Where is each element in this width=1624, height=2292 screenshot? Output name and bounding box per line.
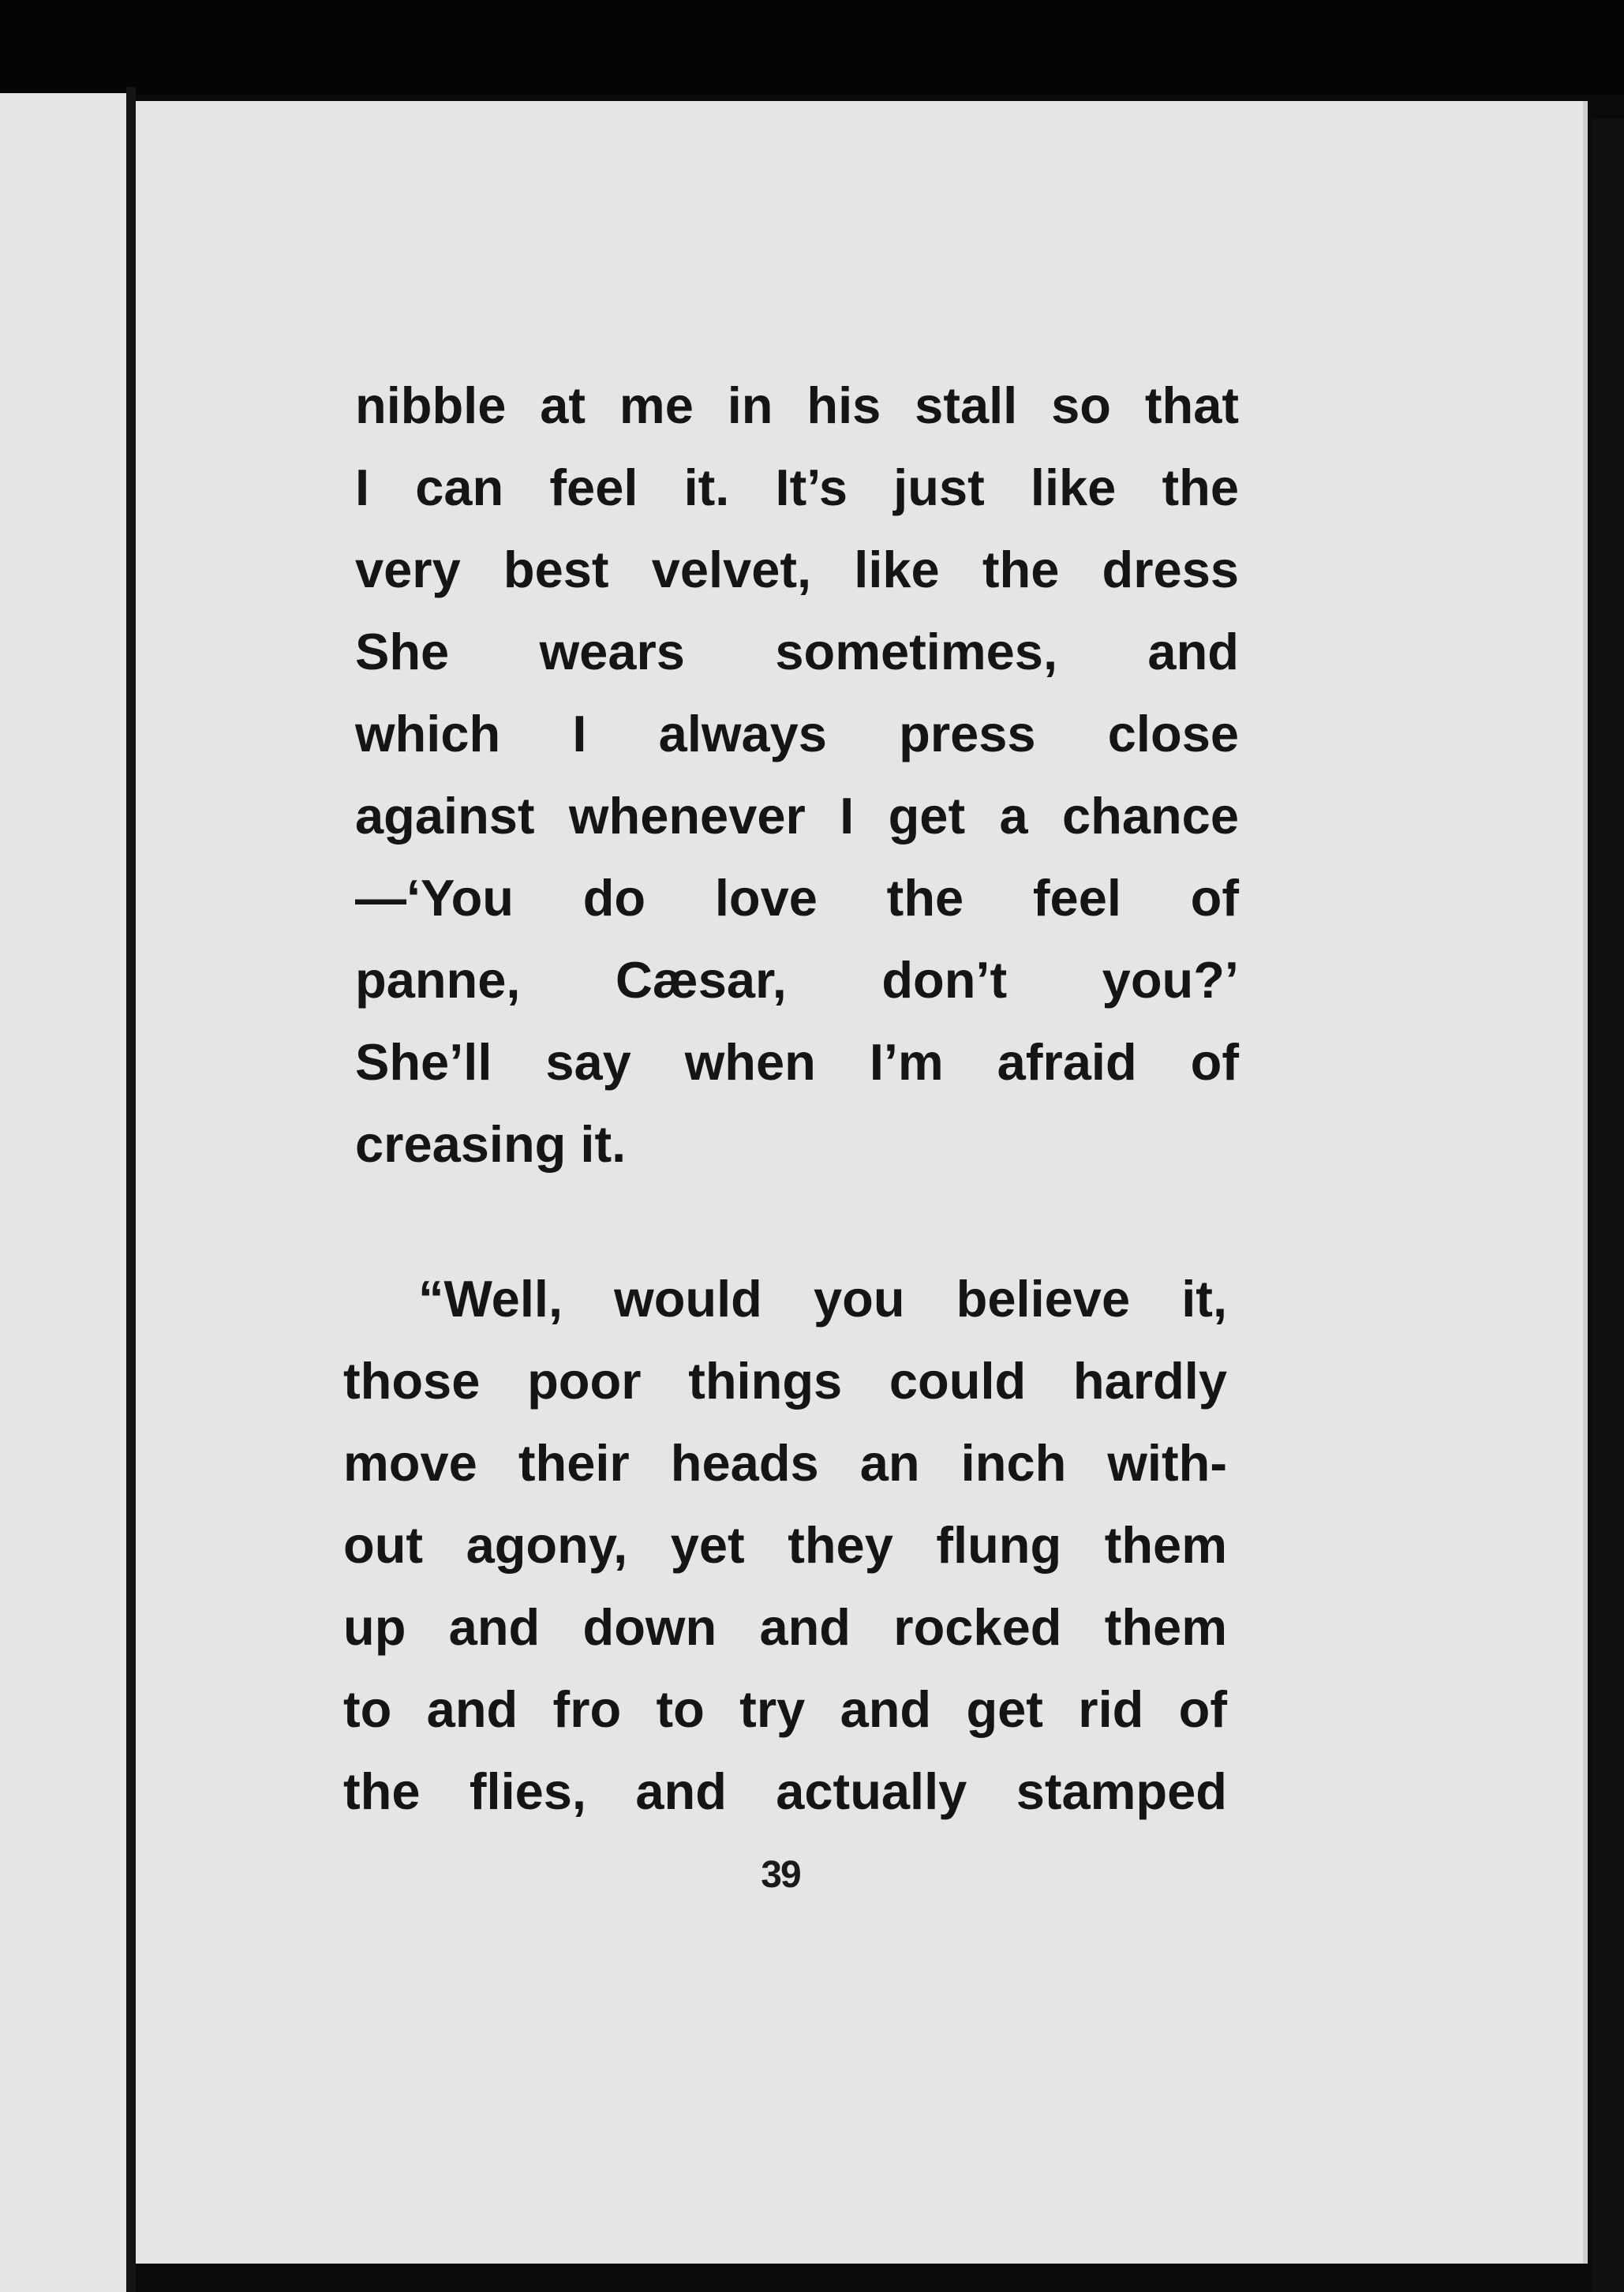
text-line: panne, Cæsar, don’t you?’ (355, 951, 1239, 1009)
text-line: those poor things could hardly (343, 1352, 1227, 1410)
paragraph-1 (355, 365, 1239, 1185)
page-number-text: 39 (761, 1854, 800, 1896)
text-line: nibble at me in his stall so that (355, 376, 1239, 434)
page-number (0, 1853, 1624, 1897)
book-gutter (126, 87, 136, 2292)
scan-right-border (1592, 118, 1624, 2292)
text-line: which I always press close (355, 705, 1239, 762)
text-line: She wears sometimes, and (355, 623, 1239, 680)
facing-page-edge (0, 93, 126, 2292)
text-line: “Well, would you believe it, (418, 1270, 1227, 1328)
text-line: very best velvet, like the dress (355, 541, 1239, 598)
text-line: I can feel it. It’s just like the (355, 459, 1239, 516)
text-line: the flies, and actually stamped (343, 1762, 1227, 1820)
text-line: creasing it. (355, 1115, 627, 1173)
text-line: up and down and rocked them (343, 1598, 1227, 1656)
text-line: move their heads an inch with- (343, 1434, 1227, 1492)
text-line: to and fro to try and get rid of (343, 1680, 1227, 1738)
text-line: out agony, yet they flung them (343, 1516, 1227, 1574)
text-line: —‘You do love the feel of (355, 869, 1239, 927)
paragraph-2 (343, 1258, 1227, 1833)
scan-top-border (0, 0, 1624, 95)
text-line: She’ll say when I’m afraid of (355, 1033, 1239, 1091)
text-line: against whenever I get a chance (355, 787, 1239, 845)
